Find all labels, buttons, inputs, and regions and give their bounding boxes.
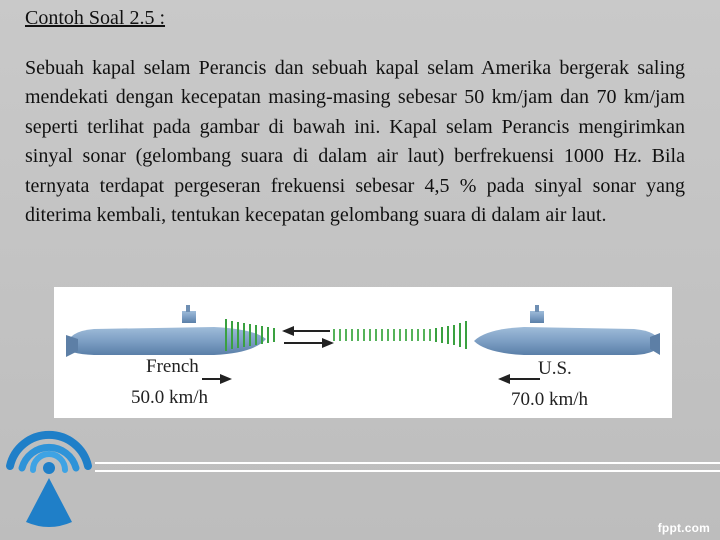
motion-arrows — [202, 374, 540, 384]
footer-line-2 — [95, 470, 720, 472]
sonar-arrows — [282, 326, 334, 348]
french-label: French — [146, 356, 199, 377]
us-label: U.S. — [538, 358, 572, 379]
brand-watermark: fppt.com — [657, 521, 710, 535]
french-submarine — [66, 305, 266, 357]
footer-line-1 — [95, 462, 720, 464]
french-speed: 50.0 km/h — [131, 387, 209, 408]
wireless-signal-icon — [4, 422, 94, 532]
slide-title: Contoh Soal 2.5 : — [25, 7, 166, 29]
us-speed: 70.0 km/h — [511, 389, 589, 410]
sonar-waves — [226, 319, 466, 351]
problem-text: Sebuah kapal selam Perancis dan sebuah kapal selam Amerika bergerak saling mendekati dengan kecepatan masing-masing sebesar 50 km/jam dan 70 km/jam seperti terlihat pada gambar di bawah ini. Kapal selam Perancis mengirimkan sinyal sonar (gelombang suara di dalam air laut) berfrekuensi 1000 Hz. Bila ternyata terdapat pergeseran frekuensi sebesar 4,5 % pada sinyal sonar yang diterima kembali, tentukan kecepatan gelombang suara di dalam air laut. — [25, 57, 685, 227]
submarine-figure — [54, 287, 672, 418]
us-submarine — [474, 305, 660, 355]
